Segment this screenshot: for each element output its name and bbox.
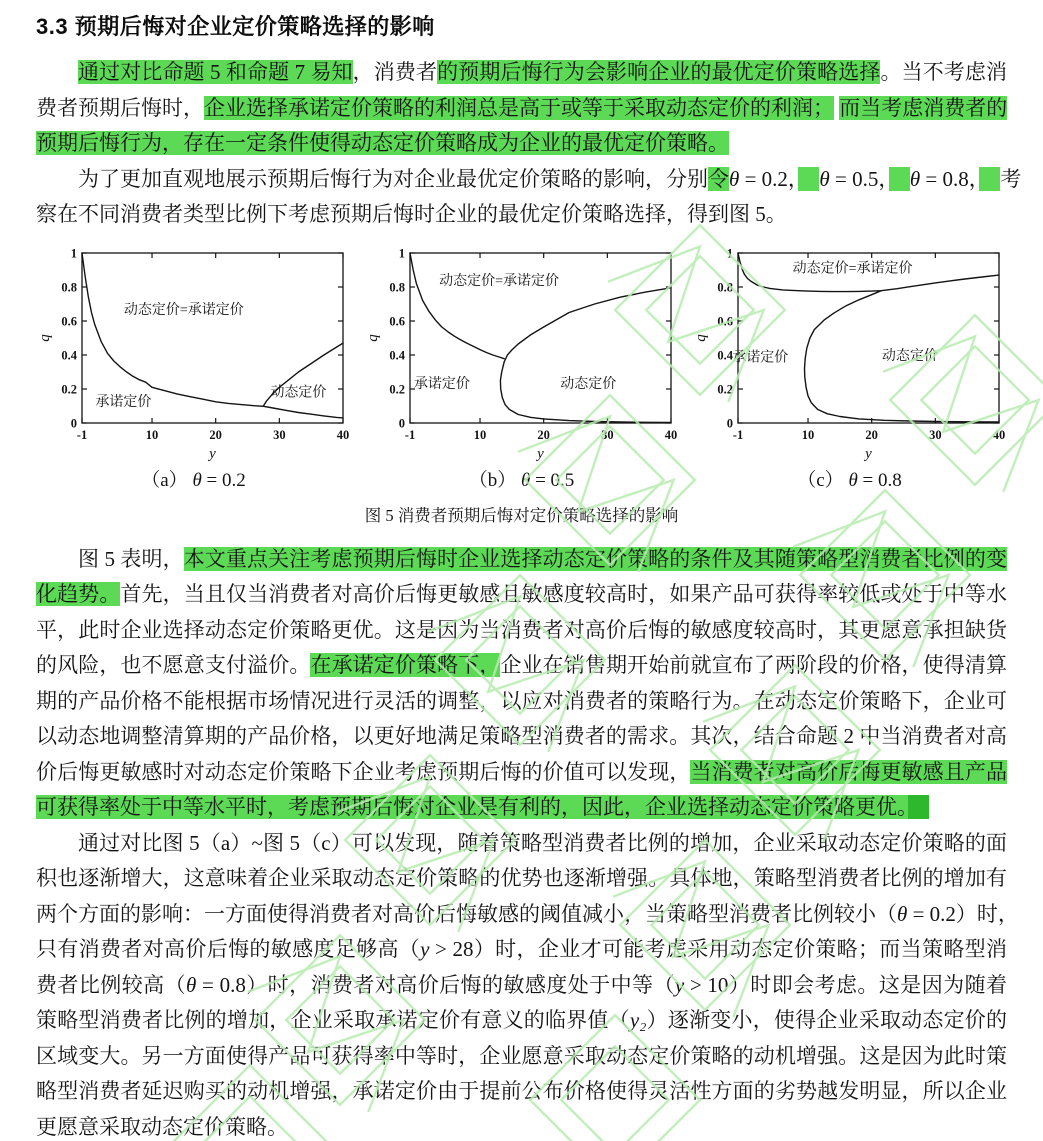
text-segment: 化趋势。 — [36, 582, 121, 606]
text-segment: 。当不考虑消 — [880, 60, 1008, 84]
svg-text:0.2: 0.2 — [389, 382, 405, 396]
svg-text:0.8: 0.8 — [389, 280, 405, 294]
text-line — [36, 648, 1007, 684]
svg-text:0.6: 0.6 — [61, 314, 77, 328]
figure-5 — [36, 245, 1007, 526]
paragraph — [36, 55, 1007, 162]
text-segment: θ — [186, 972, 197, 997]
svg-text:0.4: 0.4 — [389, 348, 405, 362]
text-segment: 为了更加直观地展示预期后悔行为对企业最优定价策略的影响，分别 — [78, 166, 708, 191]
svg-text:30: 30 — [601, 427, 614, 442]
svg-text:20: 20 — [209, 427, 222, 442]
text-segment: 策略型消费者比例的增加，企业采取承诺定价有意义的临界值（ — [36, 1008, 630, 1032]
svg-text:0.8: 0.8 — [717, 280, 733, 294]
svg-text:0: 0 — [726, 416, 733, 430]
text-line — [36, 861, 1007, 897]
text-segment — [798, 167, 819, 191]
text-line — [36, 197, 1007, 233]
svg-text:动态定价: 动态定价 — [270, 385, 327, 401]
svg-text:动态定价: 动态定价 — [881, 348, 938, 364]
text-line — [36, 1110, 1007, 1141]
text-line — [36, 577, 1007, 613]
text-segment — [889, 167, 910, 191]
paragraph — [36, 826, 1019, 1141]
text-segment: = 0.8）时，消费者对高价后悔的敏感度处于中等（ — [196, 972, 675, 997]
svg-text:承诺定价: 承诺定价 — [413, 376, 470, 392]
svg-text:y: y — [209, 445, 216, 462]
text-segment: 的预期后悔行为会影响企业的最优定价策略选择 — [437, 60, 881, 84]
text-line — [36, 1039, 1007, 1075]
svg-text:动态定价=承诺定价: 动态定价=承诺定价 — [439, 273, 560, 289]
text-segment: 企业选择承诺定价策略的利润总是高于或等于采取动态定价的利润； — [204, 95, 834, 120]
text-line — [36, 1003, 1007, 1039]
text-segment: ，消费者 — [352, 60, 438, 84]
text-segment: θ — [192, 469, 202, 491]
text-segment: （a） — [141, 469, 193, 491]
text-segment: 更愿意采取动态定价策略。 — [36, 1114, 288, 1139]
text-segment: 平，此时企业选择动态定价策略更优。这是因为当消费者对高价后悔的敏感度较高时，其更愿意承担缺货 — [36, 617, 1007, 642]
text-segment: 图 5 表明， — [78, 546, 184, 571]
text-segment: θ — [909, 166, 921, 191]
svg-text:40: 40 — [992, 427, 1006, 442]
text-segment: 可获得率处于中等水平时，考虑预期后悔对企业是有利的，因此，企业选择动态定价策略更优。 — [36, 795, 908, 819]
chart-theta-0.2 — [36, 245, 351, 465]
text-line — [36, 55, 1007, 91]
text-segment: = 0.8， — [920, 166, 980, 191]
text-segment: y — [674, 972, 685, 997]
text-segment: θ — [897, 901, 908, 926]
svg-text:q: q — [693, 333, 709, 342]
svg-text:动态定价=承诺定价: 动态定价=承诺定价 — [792, 260, 913, 276]
svg-text:0: 0 — [70, 416, 77, 430]
svg-text:0.8: 0.8 — [61, 280, 77, 294]
text-segment: 预期后悔行为，存在一定条件使得动态定价策略成为企业的最优定价策略。 — [36, 131, 729, 155]
text-line — [36, 1074, 1007, 1110]
svg-text:-1: -1 — [76, 427, 88, 442]
text-line — [36, 613, 1007, 649]
text-line — [36, 897, 1019, 933]
text-segment: θ — [819, 166, 830, 191]
text-line — [36, 932, 1007, 968]
text-segment: θ — [848, 469, 858, 491]
paragraph — [36, 162, 1022, 233]
svg-text:10: 10 — [801, 427, 815, 442]
text-segment: （c） — [797, 469, 849, 491]
text-line — [36, 790, 1007, 826]
subcaption-row — [36, 465, 1007, 492]
text-segment: y₂ — [629, 1008, 647, 1032]
svg-text:1: 1 — [70, 246, 77, 260]
text-segment: 本文重点关注考虑预期后悔时企业选择动态定价策略的条件及其随策略型消费者比例的变 — [183, 546, 1008, 571]
text-segment: 积也逐渐增大，这意味着企业采取动态定价策略的优势也逐渐增强。具体地，策略型消费者比例的增加有 — [36, 866, 1007, 890]
subcaption-c — [692, 465, 1007, 492]
text-segment: 而当考虑消费者的 — [839, 95, 1008, 120]
svg-text:-1: -1 — [404, 427, 416, 442]
chart-theta-0.5 — [364, 245, 679, 465]
text-segment: 费者比例较高（ — [36, 972, 187, 997]
svg-text:20: 20 — [537, 427, 550, 442]
text-segment: 的风险，也不愿意支付溢价。 — [36, 653, 311, 677]
svg-text:q: q — [37, 333, 53, 342]
text-segment: 令 — [708, 166, 729, 191]
text-line — [36, 968, 1007, 1004]
text-segment: 首先，当且仅当消费者对高价后悔更敏感且敏感度较高时，如果产品可获得率较低或处于中等水 — [120, 582, 1008, 606]
text-segment: 在承诺定价策略下， — [310, 653, 501, 677]
text-segment — [979, 167, 1000, 191]
text-segment — [908, 795, 929, 819]
text-line — [36, 162, 1022, 198]
svg-text:0.4: 0.4 — [717, 348, 733, 362]
text-segment: 通过对比图 5（a）~图 5（c）可以发现，随着策略型消费者比例的增加，企业采取动态定价策略的面 — [78, 830, 1007, 855]
svg-text:0.6: 0.6 — [717, 314, 733, 328]
chart-theta-0.8 — [692, 245, 1007, 465]
text-line — [36, 91, 1007, 127]
text-segment: > 28）时，企业才可能考虑采用动态定价策略；而当策略型消 — [429, 937, 1008, 961]
text-segment: = 0.2， — [739, 166, 799, 191]
svg-text:30: 30 — [929, 427, 942, 442]
text-segment: 略型消费者延迟购买的动机增强，承诺定价由于提前公布价格使得灵活性方面的劣势越发明显，所以企业 — [36, 1079, 1007, 1103]
svg-text:0.2: 0.2 — [717, 382, 733, 396]
svg-text:动态定价: 动态定价 — [560, 376, 617, 392]
text-segment: 价后悔更敏感时对动态定价策略下企业考虑预期后悔的价值可以发现， — [36, 759, 691, 784]
text-segment: （b） — [468, 469, 521, 491]
text-segment: 期的产品价格不能根据市场情况进行灵活的调整，以应对消费者的策略行为。在动态定价策略下，企业可 — [36, 688, 1007, 713]
text-segment: = 0.5， — [829, 166, 889, 191]
svg-text:10: 10 — [145, 427, 159, 442]
text-segment: θ — [520, 469, 531, 491]
text-segment: 考 — [1000, 166, 1022, 191]
svg-text:20: 20 — [865, 427, 878, 442]
svg-text:1: 1 — [398, 246, 405, 260]
text-segment: 只有消费者对高价后悔的敏感度足够高（ — [36, 937, 421, 961]
text-segment: 以动态地调整清算期的产品价格，以更好地满足策略型消费者的需求。其次，结合命题 2 中当消费者对高 — [36, 724, 1007, 748]
text-segment: 察在不同消费者类型比例下考虑预期后悔时企业的最优定价策略选择，得到图 5。 — [36, 202, 787, 226]
text-segment: ）逐渐变小，使得企业采取动态定价的 — [646, 1008, 1008, 1032]
svg-text:y: y — [537, 445, 544, 462]
paragraph — [36, 542, 1007, 826]
text-line — [36, 126, 1007, 162]
svg-text:0.2: 0.2 — [61, 382, 77, 396]
svg-text:q: q — [365, 333, 381, 342]
svg-text:动态定价=承诺定价: 动态定价=承诺定价 — [123, 302, 244, 318]
text-segment: θ — [729, 166, 740, 191]
text-segment: = 0.5 — [530, 469, 575, 491]
text-segment: 区域变大。另一方面使得产品可获得率中等时，企业愿意采取动态定价策略的动机增强。这是因为此时策 — [36, 1043, 1007, 1068]
text-segment: = 0.2 — [201, 469, 246, 491]
text-segment: 当消费者对高价后悔更敏感且产品 — [690, 759, 1008, 784]
svg-text:承诺定价: 承诺定价 — [95, 394, 152, 410]
svg-text:40: 40 — [664, 427, 678, 442]
svg-text:30: 30 — [273, 427, 286, 442]
svg-text:1: 1 — [726, 246, 733, 260]
page-content — [36, 10, 1022, 1141]
svg-text:-1: -1 — [732, 427, 744, 442]
text-segment: = 0.8 — [857, 469, 902, 491]
text-segment: > 10）时即会考虑。这是因为随着 — [684, 972, 1008, 997]
text-segment: 两个方面的影响：一方面使得消费者对高价后悔敏感的阈值减小，当策略型消费者比例较小（ — [36, 901, 897, 926]
svg-text:承诺定价: 承诺定价 — [732, 350, 789, 366]
svg-text:10: 10 — [473, 427, 487, 442]
text-segment: = 0.2）时， — [907, 901, 1019, 926]
text-line — [36, 542, 1007, 578]
subcaption-a — [36, 465, 351, 492]
chart-row — [36, 245, 1007, 465]
text-line — [36, 719, 1007, 755]
figure-caption: 图 5 消费者预期后悔对定价策略选择的影响 — [364, 505, 679, 525]
svg-text:0.6: 0.6 — [389, 314, 405, 328]
text-segment: 费者预期后悔时， — [36, 95, 204, 120]
text-segment: 企业在销售期开始前就宣布了两阶段的价格，使得清算 — [500, 653, 1008, 677]
section-heading: 3.3 预期后悔对企业定价策略选择的影响 — [36, 14, 435, 39]
svg-text:40: 40 — [336, 427, 350, 442]
text-line — [36, 755, 1007, 791]
text-line — [36, 826, 1007, 862]
subcaption-b — [364, 465, 679, 492]
svg-text:y: y — [865, 445, 872, 462]
text-segment: 通过对比命题 5 和命题 7 易知 — [78, 60, 353, 84]
text-line — [36, 684, 1007, 720]
svg-text:0: 0 — [398, 416, 405, 430]
svg-text:0.4: 0.4 — [61, 348, 77, 362]
text-segment: y — [420, 937, 430, 961]
